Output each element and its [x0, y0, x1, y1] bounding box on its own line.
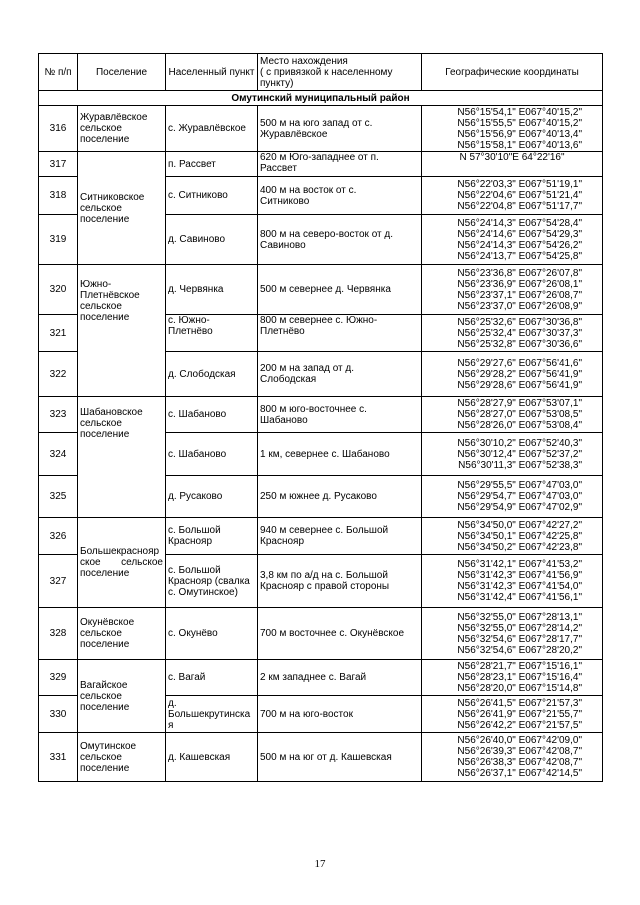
row-number: 327	[39, 555, 78, 608]
locality-cell: д. Слободская	[166, 352, 258, 397]
row-number: 328	[39, 608, 78, 660]
location-cell: 3,8 км по а/д на с. Большой Краснояр с правой стороны	[258, 555, 422, 608]
settlement-cell: Шабановское сельское поселение	[78, 397, 166, 518]
row-number: 322	[39, 352, 78, 397]
row-number: 317	[39, 152, 78, 177]
settlement-line: Большекраснояр	[80, 546, 160, 557]
settlement-cell: Журавлёвское сельское поселение	[78, 106, 166, 152]
location-cell: 500 м севернее д. Червянка	[258, 265, 422, 315]
location-cell: 800 м юго-восточнее с. Шабаново	[258, 397, 422, 433]
locality-cell: д. Русаково	[166, 476, 258, 518]
coordinates-cell: N56°15'54,1" E067°40'15,2" N56°15'55,5" E067°40'15,2" N56°15'56,9" E067°40'13,4" N56°15'58,1" E067°40'13,6"	[422, 106, 603, 152]
locality-cell: с. Шабаново	[166, 433, 258, 476]
locality-cell: д. Червянка	[166, 265, 258, 315]
row-number: 330	[39, 696, 78, 733]
table-row	[39, 397, 603, 433]
coordinates-cell: N56°25'32,6" E067°30'36,8" N56°25'32,4" E067°30'37,3" N56°25'32,8" E067°30'36,6"	[422, 315, 603, 352]
coordinates-cell: N56°30'10,2" E067°52'40,3" N56°30'12,4" E067°52'37,2" N56°30'11,3" E067°52'38,3"	[422, 433, 603, 476]
settlement-cell: Ситниковское сельское поселение	[78, 152, 166, 265]
settlement-cell: Омутинское сельское поселение	[78, 733, 166, 782]
header-settlement: Поселение	[78, 54, 166, 91]
page-number: 17	[314, 858, 326, 870]
coordinates-cell: N56°24'14,3" E067°54'28,4" N56°24'14,6" E067°54'29,3" N56°24'14,3" E067°54'26,2" N56°24'13,7" E067°54'25,8"	[422, 215, 603, 265]
coordinates-cell: N 57°30'10"E 64°22'16"	[422, 152, 603, 177]
location-cell: 940 м севернее с. Большой Краснояр	[258, 518, 422, 555]
locality-cell: с. Окунёво	[166, 608, 258, 660]
table-row	[39, 608, 603, 660]
table-row	[39, 660, 603, 696]
location-cell: 700 м восточнее с. Окунёвское	[258, 608, 422, 660]
location-cell: 500 м на юг от д. Кашевская	[258, 733, 422, 782]
district-name: Омутинский муниципальный район	[39, 91, 603, 106]
coordinates-cell: N56°31'42,1" E067°41'53,2" N56°31'42,3" E067°41'56,9" N56°31'42,3" E067°41'54,0" N56°31'42,4" E067°41'56,1"	[422, 555, 603, 608]
header-coordinates: Географические координаты	[422, 54, 603, 91]
locality-cell: п. Рассвет	[166, 152, 258, 177]
locality-cell: с. Большой Краснояр	[166, 518, 258, 555]
settlement-cell: Окунёвское сельское поселение	[78, 608, 166, 660]
row-number: 320	[39, 265, 78, 315]
coordinates-cell: N56°34'50,0" E067°42'27,2" N56°34'50,1" E067°42'25,8" N56°34'50,2" E067°42'23,8"	[422, 518, 603, 555]
settlement-cell	[78, 518, 166, 608]
locality-cell: с. Шабаново	[166, 397, 258, 433]
row-number: 321	[39, 315, 78, 352]
coordinates-cell: N56°28'21,7" E067°15'16,1" N56°28'23,1" E067°15'16,4" N56°28'20,0" E067°15'14,8"	[422, 660, 603, 696]
settlement-cell: Южно- Плетнёвское сельское поселение	[78, 265, 166, 397]
coordinates-cell: N56°28'27,9" E067°53'07,1" N56°28'27,0" E067°53'08,5" N56°28'26,0" E067°53'08,4"	[422, 397, 603, 433]
coordinates-cell: N56°32'55,0" E067°28'13,1" N56°32'55,0" E067°28'14,2" N56°32'54,6" E067°28'17,7" N56°32'54,6" E067°28'20,2"	[422, 608, 603, 660]
locality-cell: с. Ситниково	[166, 177, 258, 215]
location-cell: 400 м на восток от с. Ситниково	[258, 177, 422, 215]
row-number: 331	[39, 733, 78, 782]
table-row	[39, 518, 603, 555]
table-row	[39, 265, 603, 315]
table-header-row	[39, 54, 603, 91]
row-number: 329	[39, 660, 78, 696]
row-number: 326	[39, 518, 78, 555]
coordinates-cell: N56°22'03,3" E067°51'19,1" N56°22'04,6" E067°51'21,4" N56°22'04,8" E067°51'17,7"	[422, 177, 603, 215]
locality-cell: с. Вагай	[166, 660, 258, 696]
location-cell: 800 м на северо-восток от д. Савиново	[258, 215, 422, 265]
coordinates-cell: N56°29'27,6" E067°56'41,6" N56°29'28,2" E067°56'41,9" N56°29'28,6" E067°56'41,9"	[422, 352, 603, 397]
row-number: 325	[39, 476, 78, 518]
row-number: 319	[39, 215, 78, 265]
location-cell: 250 м южнее д. Русаково	[258, 476, 422, 518]
location-cell: 620 м Юго-западнее от п. Рассвет	[258, 152, 422, 177]
locality-cell: с. Журавлёвское	[166, 106, 258, 152]
settlement-line: ское сельское	[80, 557, 163, 568]
settlement-cell: Вагайское сельское поселение	[78, 660, 166, 733]
locality-cell: д. Кашевская	[166, 733, 258, 782]
row-number: 316	[39, 106, 78, 152]
row-number: 318	[39, 177, 78, 215]
location-cell: 500 м на юго запад от с. Журавлёвское	[258, 106, 422, 152]
coordinates-cell: N56°26'41,5" E067°21'57,3" N56°26'41,9" E067°21'55,7" N56°26'42,2" E067°21'57,5"	[422, 696, 603, 733]
header-num: № п/п	[39, 54, 78, 91]
header-locality: Населенный пункт	[166, 54, 258, 91]
row-number: 323	[39, 397, 78, 433]
coordinates-cell: N56°26'40,0" E067°42'09,0" N56°26'39,3" E067°42'08,7" N56°26'38,3" E067°42'08,7" N56°26'37,1" E067°42'14,5"	[422, 733, 603, 782]
coordinates-cell: N56°29'55,5" E067°47'03,0" N56°29'54,7" E067°47'03,0" N56°29'54,9" E067°47'02,9"	[422, 476, 603, 518]
location-cell: 800 м севернее с. Южно- Плетнёво	[258, 315, 422, 352]
header-location: Место нахождения ( с привязкой к населенному пункту)	[258, 54, 422, 91]
locality-cell: д. Савиново	[166, 215, 258, 265]
table-row	[39, 106, 603, 152]
location-cell: 200 м на запад от д. Слободская	[258, 352, 422, 397]
district-row	[39, 91, 603, 106]
table-row	[39, 152, 603, 177]
locality-cell: с. Южно- Плетнёво	[166, 315, 258, 352]
settlements-coordinates-table	[38, 53, 603, 782]
coordinates-cell: N56°23'36,8" E067°26'07,8" N56°23'36,9" E067°26'08,1" N56°23'37,1" E067°26'08,7" N56°23'37,0" E067°26'08,9"	[422, 265, 603, 315]
locality-cell: д. Большекрутинска я	[166, 696, 258, 733]
location-cell: 2 км западнее с. Вагай	[258, 660, 422, 696]
locality-cell: с. Большой Краснояр (свалка с. Омутинское)	[166, 555, 258, 608]
location-cell: 1 км, севернее с. Шабаново	[258, 433, 422, 476]
location-cell: 700 м на юго-восток	[258, 696, 422, 733]
table-row	[39, 733, 603, 782]
row-number: 324	[39, 433, 78, 476]
settlement-line: поселение	[80, 568, 130, 579]
